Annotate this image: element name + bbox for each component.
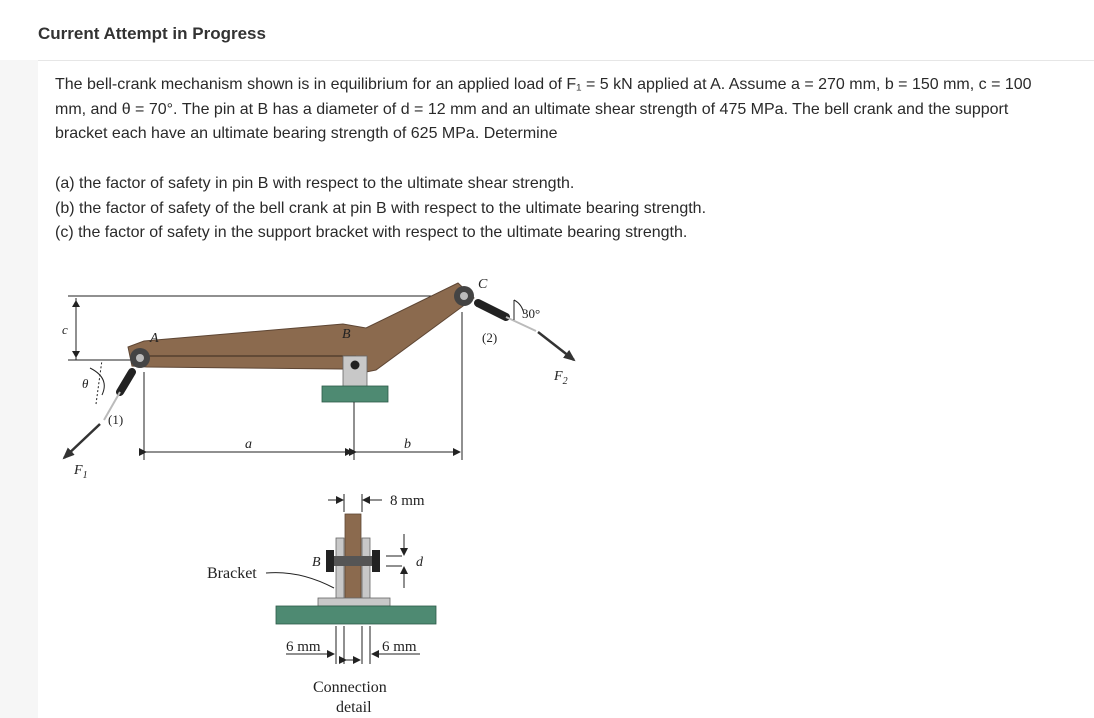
pin-b	[351, 361, 360, 370]
theta-label: θ	[82, 376, 89, 391]
problem-statement: The bell-crank mechanism shown is in equilibrium for an applied load of F₁ = 5 kN applied at A. Assume a = 270 mm, b = 150 mm, c = 100 mm, and θ = 70°. The pin at B has a diameter of d = 12 mm and an ultimate shear strength of 475 MPa. The bell crank and the support bracket each have an ultimate bearing strength of 625 MPa. Determine	[55, 76, 1032, 142]
connection-detail	[207, 493, 436, 716]
link-1	[120, 372, 132, 392]
support-base	[322, 386, 388, 402]
page-title: Current Attempt in Progress	[38, 24, 266, 43]
detail-b-label: B	[312, 555, 321, 570]
f2-arrow	[538, 332, 574, 360]
part-c: (c) the factor of safety in the support bracket with respect to the ultimate bearing strength.	[55, 224, 688, 241]
link-2	[478, 303, 506, 317]
detail-caption-line2: detail	[336, 699, 372, 716]
detail-base	[276, 606, 436, 624]
part-a: (a) the factor of safety in pin B with respect to the ultimate shear strength.	[55, 175, 575, 192]
label-a: A	[150, 331, 159, 346]
part-b: (b) the factor of safety of the bell crank at pin B with respect to the ultimate bearing strength.	[55, 199, 707, 217]
c-label: c	[62, 322, 68, 337]
label-member-2: (2)	[482, 330, 498, 345]
detail-caption-line1: Connection	[313, 679, 387, 696]
bracket-label: Bracket	[207, 565, 257, 582]
label-member-1: (1)	[108, 412, 124, 427]
label-c: C	[478, 277, 488, 292]
detail-left-gap-label: 6 mm	[286, 639, 321, 655]
detail-pin-head-left	[326, 550, 334, 572]
detail-pin-head-right	[372, 550, 380, 572]
a-label: a	[245, 437, 252, 452]
label-b: B	[342, 327, 351, 342]
detail-d-label: d	[416, 555, 423, 570]
f1-label: $F_1$	[74, 463, 88, 481]
bell-crank	[128, 283, 474, 374]
theta-arc	[90, 368, 104, 395]
b-label: b	[404, 437, 411, 452]
f1-arrow	[64, 424, 100, 458]
detail-width-label: 8 mm	[390, 493, 425, 509]
detail-right-gap-label: 6 mm	[382, 639, 417, 655]
angle-30-label: 30°	[522, 306, 541, 321]
f2-label: $F_2$	[554, 369, 568, 387]
